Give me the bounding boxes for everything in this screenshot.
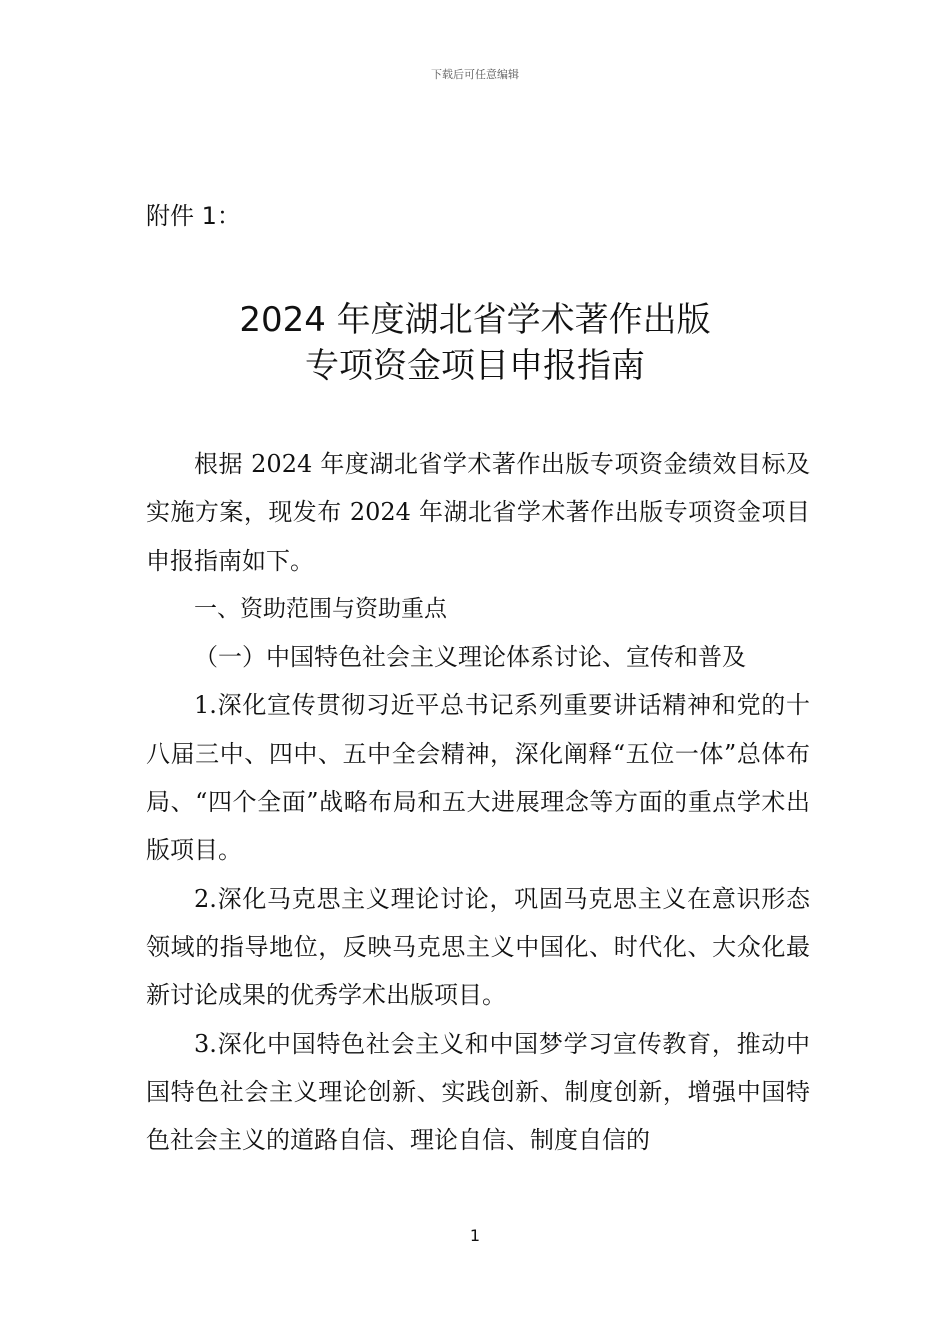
header-note: 下载后可任意编辑 [431, 68, 519, 81]
document-title-line-1: 2024 年度湖北省学术著作出版 [239, 300, 711, 340]
body-paragraph-1: 1.深化宣传贯彻习近平总书记系列重要讲话精神和党的十八届三中、四中、五中全会精神，深化阐释“五位一体”总体布局、“四个全面”战略布局和五大进展理念等方面的重点学术出版项目。 [146, 691, 810, 865]
page-number: 1 [469, 1226, 481, 1245]
document-body [146, 440, 810, 1164]
body-paragraph-2: 2.深化马克思主义理论讨论，巩固马克思主义在意识形态领域的指导地位，反映马克思主义中国化、时代化、大众化最新讨论成果的优秀学术出版项目。 [146, 884, 810, 1010]
document-title-line-2: 专项资金项目申报指南 [305, 346, 645, 386]
body-paragraph-3: 3.深化中国特色社会主义和中国梦学习宣传教育，推动中国特色社会主义理论创新、实践创新、制度创新，增强中国特色社会主义的道路自信、理论自信、制度自信的 [146, 1029, 810, 1155]
attachment-label: 附件 1： [146, 202, 241, 230]
section-heading: 一、资助范围与资助重点 [194, 595, 447, 622]
intro-paragraph: 根据 2024 年度湖北省学术著作出版专项资金绩效目标及实施方案，现发布 2024 年湖北省学术著作出版专项资金项目申报指南如下。 [146, 450, 810, 575]
subsection-heading: （一）中国特色社会主义理论体系讨论、宣传和普及 [194, 643, 746, 672]
